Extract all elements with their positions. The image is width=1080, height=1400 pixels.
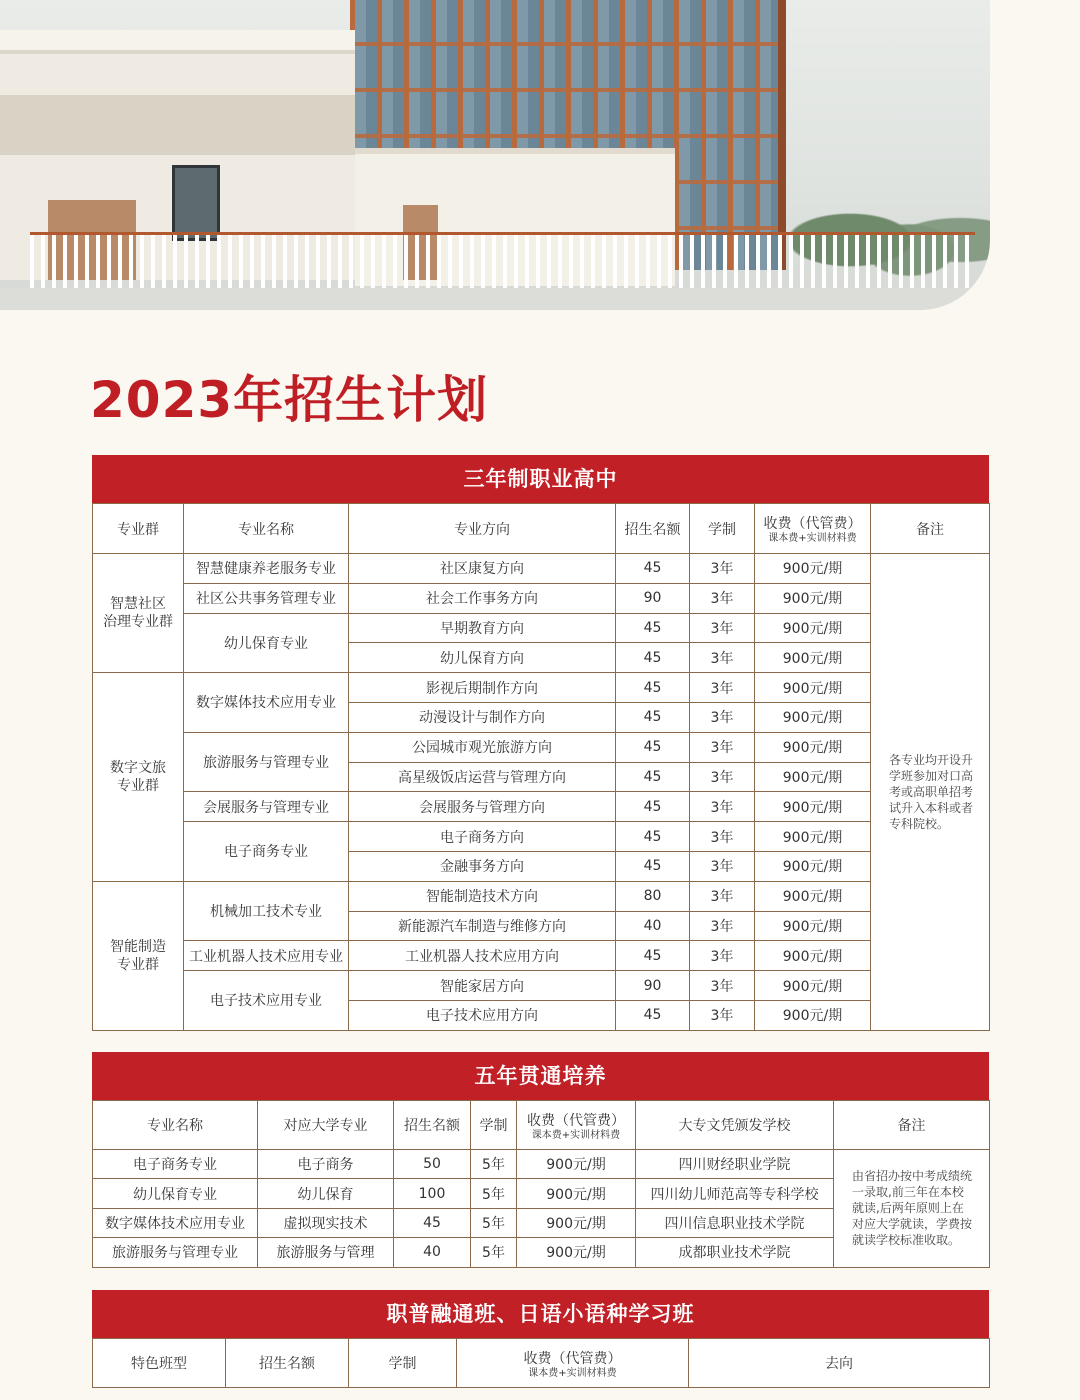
quota-cell: 45 bbox=[616, 1000, 690, 1030]
fee-cell: 900元/期 bbox=[755, 673, 871, 703]
years-cell: 3年 bbox=[690, 702, 755, 732]
header-cell: 收费（代管费） 课本费+实训材料费 bbox=[457, 1339, 689, 1388]
school-cell: 成都职业技术学院 bbox=[636, 1238, 834, 1267]
header-cell: 收费（代管费） 课本费+实训材料费 bbox=[755, 504, 871, 554]
special-class-table bbox=[92, 1338, 990, 1388]
quota-cell: 45 bbox=[616, 554, 690, 584]
years-cell: 5年 bbox=[471, 1179, 517, 1208]
header-cell: 学制 bbox=[349, 1339, 457, 1388]
header-cell: 特色班型 bbox=[93, 1339, 226, 1388]
uni-major-cell: 电子商务 bbox=[258, 1150, 394, 1179]
direction-cell: 高星级饭店运营与管理方向 bbox=[349, 762, 616, 792]
major-cell: 电子商务专业 bbox=[184, 822, 349, 882]
major-cell: 幼儿保育专业 bbox=[93, 1179, 258, 1208]
section-band: 职普融通班、日语小语种学习班 bbox=[92, 1290, 989, 1338]
fee-cell: 900元/期 bbox=[755, 762, 871, 792]
quota-cell: 90 bbox=[616, 583, 690, 613]
years-cell: 3年 bbox=[690, 643, 755, 673]
fee-cell: 900元/期 bbox=[755, 881, 871, 911]
direction-cell: 早期教育方向 bbox=[349, 613, 616, 643]
quota-cell: 45 bbox=[616, 613, 690, 643]
five-year-table bbox=[92, 1100, 990, 1268]
quota-cell: 45 bbox=[616, 643, 690, 673]
section-band: 三年制职业高中 bbox=[92, 455, 989, 503]
fee-cell: 900元/期 bbox=[755, 1000, 871, 1030]
years-cell: 3年 bbox=[690, 941, 755, 971]
fee-cell: 900元/期 bbox=[755, 643, 871, 673]
direction-cell: 会展服务与管理方向 bbox=[349, 792, 616, 822]
table-header-row bbox=[93, 1339, 990, 1388]
fee-cell: 900元/期 bbox=[755, 792, 871, 822]
header-cell: 学制 bbox=[690, 504, 755, 554]
quota-cell: 100 bbox=[394, 1179, 471, 1208]
quota-cell: 45 bbox=[616, 851, 690, 881]
fee-cell: 900元/期 bbox=[517, 1238, 636, 1267]
header-cell: 招生名额 bbox=[394, 1101, 471, 1150]
section-band: 五年贯通培养 bbox=[92, 1052, 989, 1100]
major-cell: 旅游服务与管理专业 bbox=[93, 1238, 258, 1267]
years-cell: 3年 bbox=[690, 792, 755, 822]
school-cell: 四川幼儿师范高等专科学校 bbox=[636, 1179, 834, 1208]
header-cell: 备注 bbox=[871, 504, 990, 554]
header-cell: 学制 bbox=[471, 1101, 517, 1150]
direction-cell: 电子商务方向 bbox=[349, 822, 616, 852]
direction-cell: 新能源汽车制造与维修方向 bbox=[349, 911, 616, 941]
fee-cell: 900元/期 bbox=[517, 1179, 636, 1208]
group-cell: 智慧社区 治理专业群 bbox=[93, 554, 184, 673]
three-year-table bbox=[92, 503, 990, 1031]
major-cell: 会展服务与管理专业 bbox=[184, 792, 349, 822]
quota-cell: 90 bbox=[616, 971, 690, 1001]
major-cell: 数字媒体技术应用专业 bbox=[93, 1208, 258, 1237]
fee-cell: 900元/期 bbox=[755, 971, 871, 1001]
quota-cell: 45 bbox=[616, 822, 690, 852]
quota-cell: 50 bbox=[394, 1150, 471, 1179]
fee-cell: 900元/期 bbox=[755, 702, 871, 732]
years-cell: 3年 bbox=[690, 554, 755, 584]
quota-cell: 45 bbox=[616, 702, 690, 732]
years-cell: 3年 bbox=[690, 762, 755, 792]
fee-cell: 900元/期 bbox=[755, 911, 871, 941]
fee-cell: 900元/期 bbox=[755, 851, 871, 881]
uni-major-cell: 幼儿保育 bbox=[258, 1179, 394, 1208]
years-cell: 3年 bbox=[690, 1000, 755, 1030]
header-cell: 招生名额 bbox=[616, 504, 690, 554]
hero-photo bbox=[0, 0, 990, 310]
direction-cell: 智能家居方向 bbox=[349, 971, 616, 1001]
fee-cell: 900元/期 bbox=[517, 1208, 636, 1237]
fee-cell: 900元/期 bbox=[517, 1150, 636, 1179]
header-cell: 收费（代管费） 课本费+实训材料费 bbox=[517, 1101, 636, 1150]
quota-cell: 40 bbox=[616, 911, 690, 941]
major-cell: 电子技术应用专业 bbox=[184, 971, 349, 1031]
direction-cell: 公园城市观光旅游方向 bbox=[349, 732, 616, 762]
years-cell: 5年 bbox=[471, 1238, 517, 1267]
group-cell: 智能制造 专业群 bbox=[93, 881, 184, 1030]
header-cell: 大专文凭颁发学校 bbox=[636, 1101, 834, 1150]
fee-cell: 900元/期 bbox=[755, 583, 871, 613]
direction-cell: 社会工作事务方向 bbox=[349, 583, 616, 613]
group-cell: 数字文旅 专业群 bbox=[93, 673, 184, 882]
school-cell: 四川财经职业学院 bbox=[636, 1150, 834, 1179]
note-cell: 各专业均开设升学班参加对口高考或高职单招考试升入本科或者专科院校。 bbox=[871, 554, 990, 1031]
direction-cell: 幼儿保育方向 bbox=[349, 643, 616, 673]
header-cell: 专业名称 bbox=[93, 1101, 258, 1150]
years-cell: 3年 bbox=[690, 851, 755, 881]
fence bbox=[30, 232, 975, 293]
five-year-section bbox=[92, 1052, 989, 1268]
table-row bbox=[93, 673, 990, 703]
table-row bbox=[93, 792, 990, 822]
fee-cell: 900元/期 bbox=[755, 613, 871, 643]
years-cell: 3年 bbox=[690, 911, 755, 941]
window bbox=[172, 165, 220, 241]
table-header-row bbox=[93, 504, 990, 554]
header-cell: 备注 bbox=[834, 1101, 990, 1150]
header-cell: 专业方向 bbox=[349, 504, 616, 554]
table-row bbox=[93, 822, 990, 852]
years-cell: 3年 bbox=[690, 822, 755, 852]
table-row bbox=[93, 941, 990, 971]
years-cell: 5年 bbox=[471, 1208, 517, 1237]
quota-cell: 45 bbox=[616, 673, 690, 703]
quota-cell: 45 bbox=[394, 1208, 471, 1237]
major-cell: 旅游服务与管理专业 bbox=[184, 732, 349, 792]
major-cell: 电子商务专业 bbox=[93, 1150, 258, 1179]
table-row bbox=[93, 732, 990, 762]
direction-cell: 工业机器人技术应用方向 bbox=[349, 941, 616, 971]
major-cell: 社区公共事务管理专业 bbox=[184, 583, 349, 613]
years-cell: 3年 bbox=[690, 613, 755, 643]
fee-cell: 900元/期 bbox=[755, 732, 871, 762]
direction-cell: 电子技术应用方向 bbox=[349, 1000, 616, 1030]
direction-cell: 金融事务方向 bbox=[349, 851, 616, 881]
fee-cell: 900元/期 bbox=[755, 941, 871, 971]
table-row bbox=[93, 583, 990, 613]
years-cell: 3年 bbox=[690, 881, 755, 911]
major-cell: 机械加工技术专业 bbox=[184, 881, 349, 941]
table-row bbox=[93, 554, 990, 584]
major-cell: 工业机器人技术应用专业 bbox=[184, 941, 349, 971]
years-cell: 3年 bbox=[690, 583, 755, 613]
quota-cell: 80 bbox=[616, 881, 690, 911]
note-cell: 由省招办按中考成绩统一录取,前三年在本校就读,后两年原则上在对应大学就读，学费按就读学校标准收取。 bbox=[834, 1150, 990, 1268]
table-header-row bbox=[93, 1101, 990, 1150]
table-row bbox=[93, 1150, 990, 1179]
quota-cell: 40 bbox=[394, 1238, 471, 1267]
page-title: 2023年招生计划 bbox=[90, 371, 489, 429]
direction-cell: 智能制造技术方向 bbox=[349, 881, 616, 911]
major-cell: 幼儿保育专业 bbox=[184, 613, 349, 673]
uni-major-cell: 虚拟现实技术 bbox=[258, 1208, 394, 1237]
years-cell: 5年 bbox=[471, 1150, 517, 1179]
header-cell: 去向 bbox=[689, 1339, 990, 1388]
table-row bbox=[93, 613, 990, 643]
quota-cell: 45 bbox=[616, 792, 690, 822]
years-cell: 3年 bbox=[690, 732, 755, 762]
major-cell: 数字媒体技术应用专业 bbox=[184, 673, 349, 733]
three-year-section bbox=[92, 455, 989, 1031]
special-class-section bbox=[92, 1290, 989, 1388]
years-cell: 3年 bbox=[690, 971, 755, 1001]
quota-cell: 45 bbox=[616, 762, 690, 792]
header-cell: 对应大学专业 bbox=[258, 1101, 394, 1150]
table-row bbox=[93, 881, 990, 911]
direction-cell: 社区康复方向 bbox=[349, 554, 616, 584]
header-cell: 专业名称 bbox=[184, 504, 349, 554]
major-cell: 智慧健康养老服务专业 bbox=[184, 554, 349, 584]
table-row bbox=[93, 971, 990, 1001]
direction-cell: 影视后期制作方向 bbox=[349, 673, 616, 703]
school-cell: 四川信息职业技术学院 bbox=[636, 1208, 834, 1237]
quota-cell: 45 bbox=[616, 732, 690, 762]
direction-cell: 动漫设计与制作方向 bbox=[349, 702, 616, 732]
fee-cell: 900元/期 bbox=[755, 822, 871, 852]
uni-major-cell: 旅游服务与管理 bbox=[258, 1238, 394, 1267]
header-cell: 招生名额 bbox=[226, 1339, 349, 1388]
header-cell: 专业群 bbox=[93, 504, 184, 554]
fee-cell: 900元/期 bbox=[755, 554, 871, 584]
quota-cell: 45 bbox=[616, 941, 690, 971]
years-cell: 3年 bbox=[690, 673, 755, 703]
